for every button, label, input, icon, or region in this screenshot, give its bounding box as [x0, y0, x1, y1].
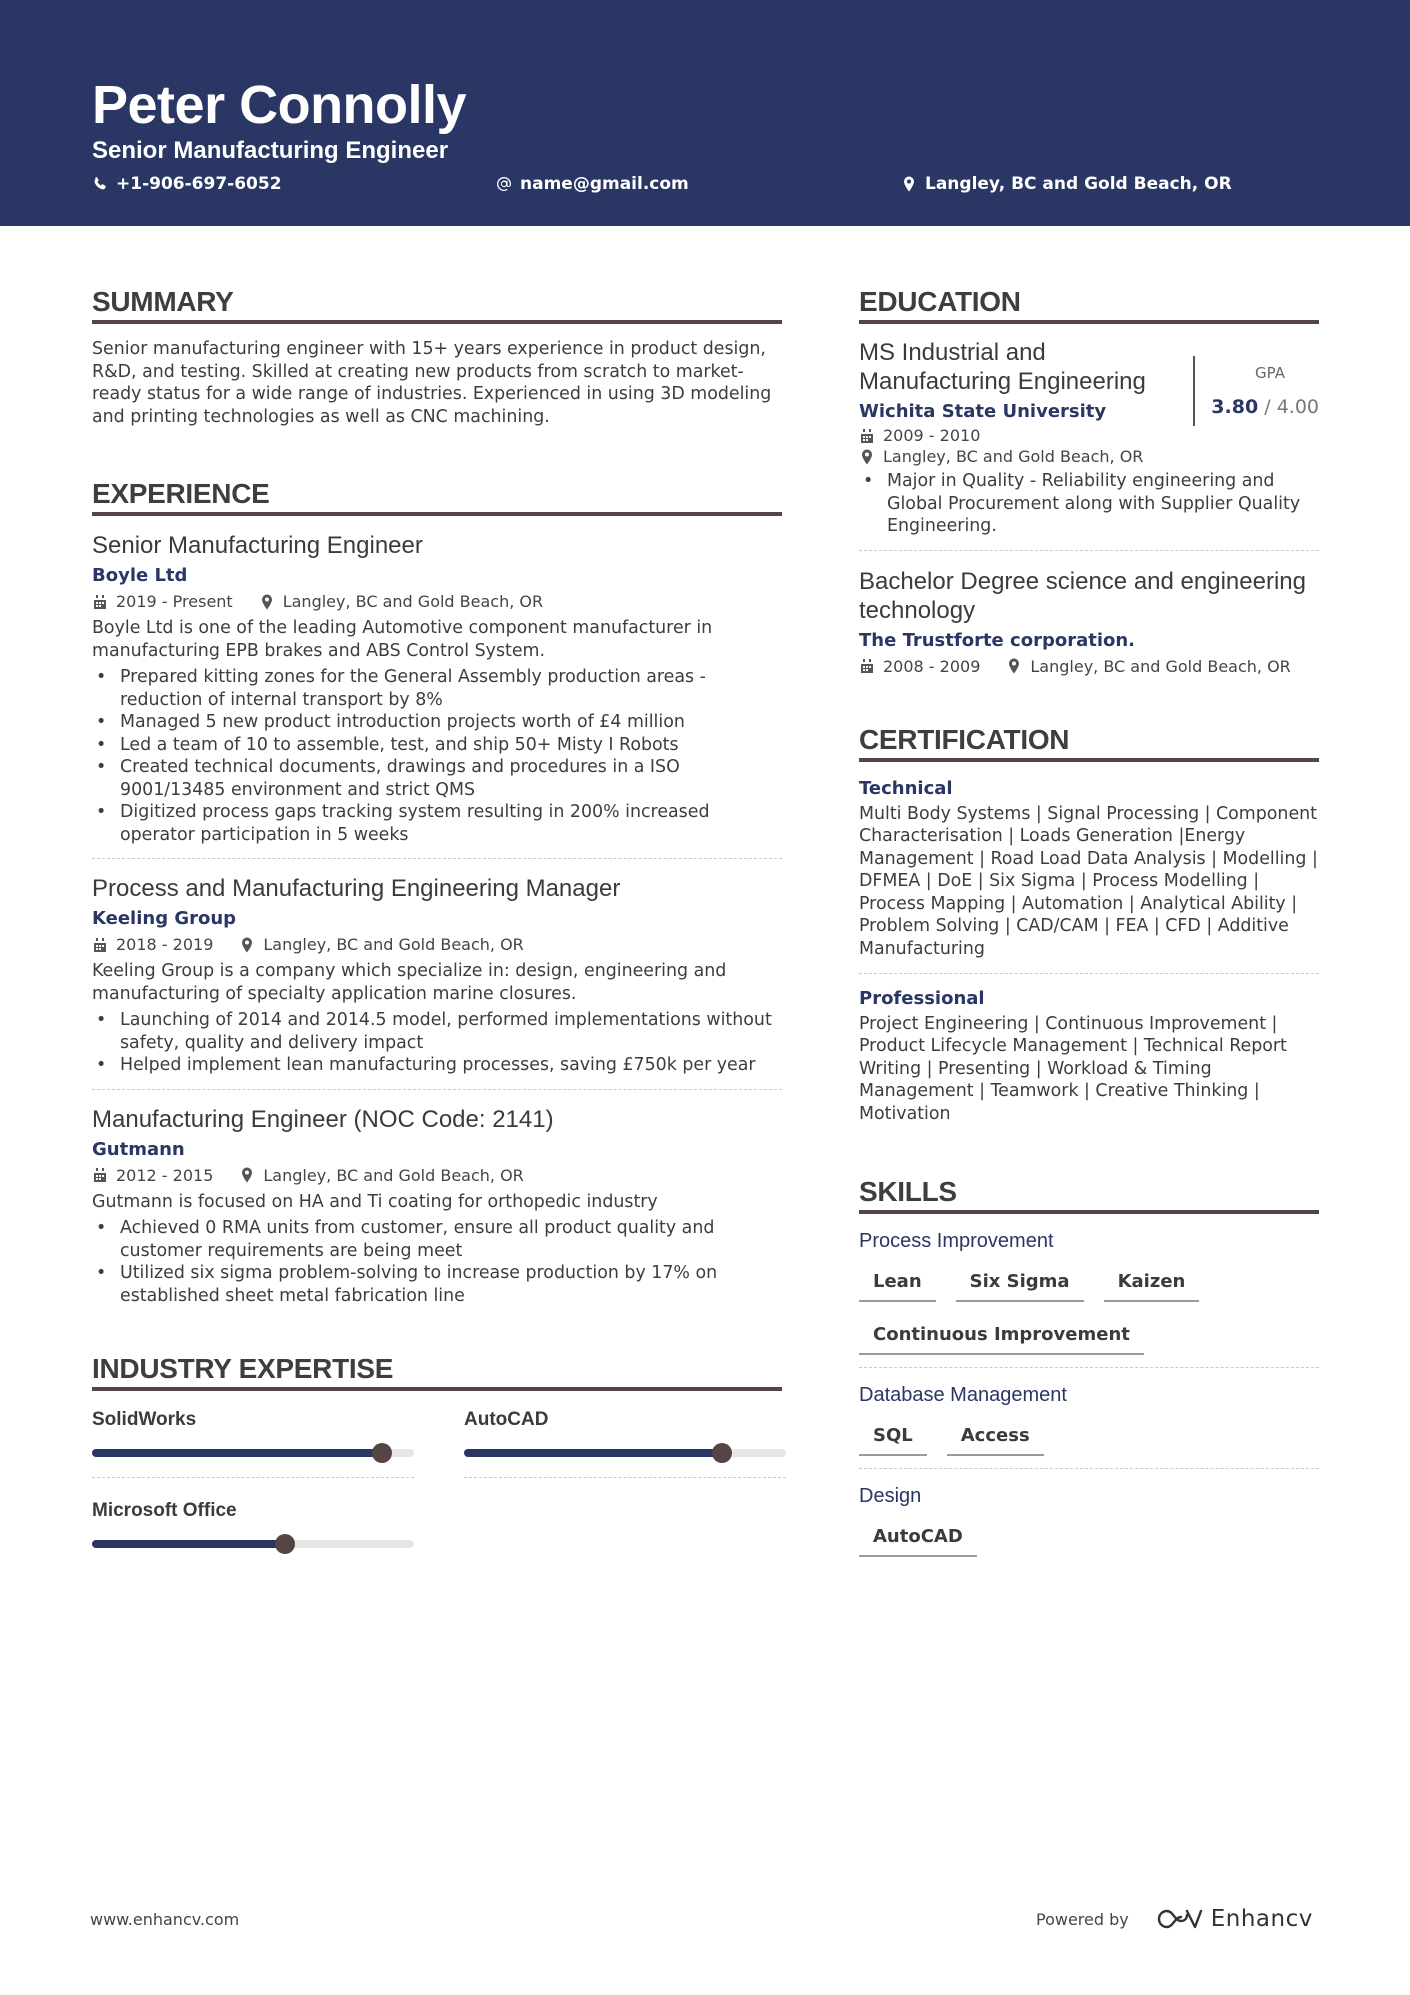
job-bullet: • Launching of 2014 and 2014.5 model, performed implementations without safety, quality and delivery impact [92, 1009, 782, 1054]
cert-group [859, 778, 1319, 974]
location-pin-icon [901, 176, 917, 192]
job-bullets [92, 666, 782, 846]
expertise-knob [372, 1443, 392, 1463]
calendar-icon [92, 1167, 108, 1183]
skill-group [859, 1384, 1319, 1469]
job-bullets [92, 1009, 782, 1077]
job-location: Langley, BC and Gold Beach, OR [282, 592, 544, 611]
skills-heading: SKILLS [859, 1176, 1319, 1214]
job-title: Senior Manufacturing Engineer [92, 532, 423, 559]
expertise-fill [92, 1540, 285, 1548]
skill-tag: AutoCAD [859, 1526, 977, 1557]
job-location: Langley, BC and Gold Beach, OR [263, 935, 524, 954]
location-pin-icon [259, 594, 275, 610]
job-bullet: • Achieved 0 RMA units from customer, ensure all product quality and customer requirements are being meet [92, 1217, 782, 1262]
edu-bullet: • Major in Quality - Reliability engineering and Global Procurement along with Supplier Quality Engineering. [859, 470, 1319, 538]
job-bullet: • Prepared kitting zones for the General Assembly production areas - reduction of internal transport by 8% [92, 666, 782, 711]
edu-dates-text: 2008 - 2009 [883, 656, 981, 676]
expertise-item [92, 1500, 414, 1548]
job-bullet: • Led a team of 10 to assemble, test, and ship 50+ Misty I Robots [92, 734, 782, 757]
expertise-bar [464, 1449, 786, 1457]
left-column [92, 286, 782, 1570]
contact-email[interactable] [496, 174, 689, 194]
expertise-knob [275, 1534, 295, 1554]
edu-bullets [859, 470, 1319, 538]
expertise-heading: INDUSTRY EXPERTISE [92, 1353, 782, 1391]
company-name: Gutmann [92, 1138, 185, 1160]
expertise-bar [92, 1449, 414, 1457]
job-meta [92, 935, 782, 954]
gpa-box [1193, 356, 1319, 426]
company-name: Keeling Group [92, 908, 237, 929]
brand-name: Enhancv [1210, 1906, 1313, 1932]
skill-tag: Lean [859, 1271, 936, 1302]
job-bullets [92, 1217, 782, 1307]
job-bullet: • Created technical documents, drawings and procedures in a ISO 9001/13485 environment and strict QMS [92, 756, 782, 801]
expertise-item [92, 1409, 414, 1478]
edu-dates-text: 2009 - 2010 [883, 426, 981, 445]
education-heading: EDUCATION [859, 286, 1319, 324]
job-dates: 2018 - 2019 [116, 935, 214, 954]
job-bullet: • Utilized six sigma problem-solving to increase production by 17% on established sheet metal fabrication line [92, 1262, 782, 1307]
job-entry [92, 532, 782, 859]
job-bullet: • Managed 5 new product introduction projects worth of £4 million [92, 711, 782, 734]
school-name: The Trustforte corporation. [859, 629, 1136, 651]
job-bullet: • Digitized process gaps tracking system resulting in 200% increased operator participation in 5 weeks [92, 801, 782, 846]
expertise-label: Microsoft Office [92, 1500, 237, 1521]
expertise-fill [464, 1449, 722, 1457]
skill-tag: SQL [859, 1425, 927, 1456]
job-title: Process and Manufacturing Engineering Manager [92, 875, 621, 902]
skill-tags [859, 1526, 1319, 1579]
gpa-score: 3.80 [1211, 396, 1259, 418]
job-dates: 2019 - Present [116, 592, 233, 611]
divider [859, 1367, 1319, 1368]
expertise-label: SolidWorks [92, 1409, 197, 1430]
cert-group-title: Technical [859, 777, 953, 799]
skill-group [859, 1230, 1319, 1368]
edu-meta [859, 657, 1319, 676]
job-description: Keeling Group is a company which specialize in: design, engineering and manufacturing of specialty application marine closures. [92, 961, 727, 1004]
cert-group-text: Project Engineering | Continuous Improvement | Product Lifecycle Management | Technical Report Writing | Presenting | Workload & Timing Management | Teamwork | Creative Thinking | Motivation [859, 1013, 1287, 1125]
right-column [859, 286, 1319, 1579]
job-meta [92, 1166, 782, 1185]
location-pin-icon [859, 449, 875, 465]
expertise-knob [712, 1443, 732, 1463]
gpa-max: 4.00 [1276, 396, 1319, 418]
company-name: Boyle Ltd [92, 565, 188, 586]
education-entry [859, 567, 1319, 676]
skill-group [859, 1485, 1319, 1579]
summary-heading: SUMMARY [92, 286, 782, 324]
gpa-separator: / [1264, 396, 1271, 418]
skill-group-title: Process Improvement [859, 1229, 1054, 1252]
footer-website[interactable]: www.enhancv.com [90, 1910, 240, 1929]
calendar-icon [92, 594, 108, 610]
at-icon [496, 176, 512, 192]
certification-heading: CERTIFICATION [859, 724, 1319, 762]
location-pin-icon [239, 1167, 255, 1183]
divider [859, 550, 1319, 551]
contact-location [901, 174, 1232, 194]
job-entry [92, 875, 782, 1090]
enhancv-logo-icon [1155, 1906, 1203, 1932]
phone-icon [92, 176, 108, 192]
job-description: Gutmann is focused on HA and Ti coating for orthopedic industry [92, 1191, 658, 1212]
candidate-name: Peter Connolly [92, 75, 467, 135]
divider [92, 1477, 414, 1478]
edu-location-text: Langley, BC and Gold Beach, OR [883, 447, 1144, 466]
brand-logo [1155, 1906, 1313, 1932]
skill-tag: Access [947, 1425, 1044, 1456]
edu-location-text: Langley, BC and Gold Beach, OR [1030, 656, 1291, 676]
skill-group-title: Design [859, 1484, 922, 1507]
powered-by-text: Powered by [1036, 1909, 1129, 1929]
skill-group-title: Database Management [859, 1383, 1067, 1406]
location-pin-icon [239, 937, 255, 953]
edu-dates [859, 426, 1319, 445]
calendar-icon [859, 658, 875, 674]
divider [859, 1468, 1319, 1469]
skill-tags [859, 1271, 1319, 1377]
skill-tag: Continuous Improvement [859, 1324, 1144, 1355]
job-description: Boyle Ltd is one of the leading Automotive component manufacturer in manufacturing EPB brakes and ABS Control System. [92, 618, 713, 661]
cert-group [859, 988, 1319, 1126]
degree-title: Bachelor Degree science and engineering technology [859, 567, 1306, 624]
job-title: Manufacturing Engineer (NOC Code: 2141) [92, 1105, 554, 1133]
skill-tags [859, 1425, 1319, 1478]
skill-tag: Kaizen [1104, 1271, 1200, 1302]
email-text: name@gmail.com [520, 174, 689, 194]
job-entry [92, 1106, 782, 1308]
divider [859, 973, 1319, 974]
gpa-value [1195, 396, 1319, 418]
footer-brand[interactable] [1036, 1906, 1313, 1932]
calendar-icon [859, 428, 875, 444]
school-name: Wichita State University [859, 401, 1107, 422]
education-entry [859, 338, 1319, 551]
candidate-title: Senior Manufacturing Engineer [92, 137, 449, 164]
expertise-bar [92, 1540, 414, 1548]
expertise-item [464, 1409, 786, 1478]
location-text: Langley, BC and Gold Beach, OR [925, 174, 1232, 194]
job-bullet: • Helped implement lean manufacturing processes, saving £750k per year [92, 1054, 782, 1077]
job-dates: 2012 - 2015 [116, 1165, 214, 1185]
divider [464, 1477, 786, 1478]
phone-text: +1-906-697-6052 [116, 174, 282, 194]
edu-location [859, 447, 1319, 466]
degree-title: MS Industrial and Manufacturing Engineering [859, 339, 1146, 395]
expertise-grid [92, 1409, 782, 1570]
skill-tag: Six Sigma [956, 1271, 1084, 1302]
calendar-icon [92, 937, 108, 953]
contact-phone[interactable] [92, 174, 282, 194]
job-location: Langley, BC and Gold Beach, OR [263, 1165, 524, 1185]
divider [92, 858, 782, 859]
cert-group-title: Professional [859, 987, 985, 1009]
divider [92, 1089, 782, 1090]
location-pin-icon [1006, 658, 1022, 674]
expertise-fill [92, 1449, 382, 1457]
resume-header [0, 0, 1410, 226]
job-meta [92, 592, 782, 611]
gpa-label: GPA [1255, 364, 1285, 382]
experience-heading: EXPERIENCE [92, 478, 782, 516]
cert-group-text: Multi Body Systems | Signal Processing | Component Characterisation | Loads Generation |Energy Management | Road Load Data Analysis | Modelling | DFMEA | DoE | Six Sigma | Process Modelling | Process Mapping | Automation | Analytical Ability | Problem Solving | CAD/CAM | FEA | CFD | Additive Manufacturing [859, 803, 1318, 960]
summary-text: Senior manufacturing engineer with 15+ years experience in product design, R&D, and testing. Skilled at creating new products from scratch to market-ready status for a wide range of industries. Experienced in using 3D modeling and printing technologies as well as CNC machining. [92, 339, 772, 427]
expertise-label: AutoCAD [464, 1409, 549, 1430]
